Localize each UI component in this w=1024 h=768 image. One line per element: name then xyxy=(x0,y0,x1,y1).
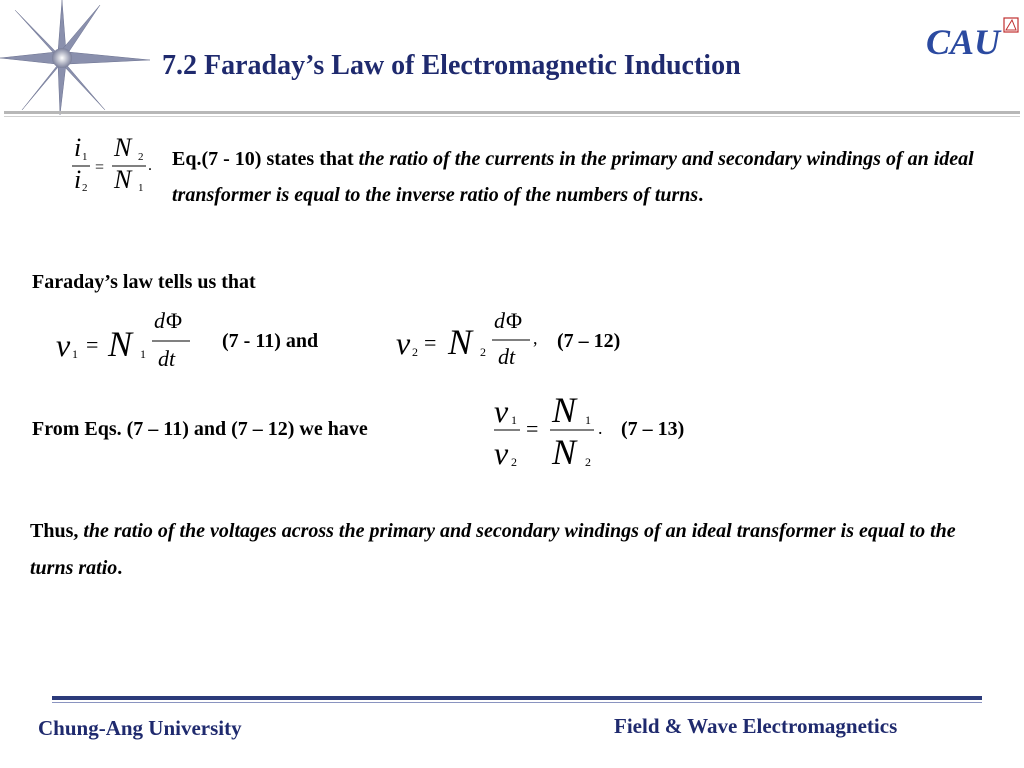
svg-text:1: 1 xyxy=(140,347,146,361)
slide-title: 7.2 Faraday’s Law of Electromagnetic Induction xyxy=(162,50,741,81)
equation-7-13 xyxy=(490,390,615,472)
svg-text:Φ: Φ xyxy=(166,308,183,333)
star-decoration-icon xyxy=(0,0,150,115)
svg-text:2: 2 xyxy=(480,345,486,359)
eq-7-13-label: (7 – 13) xyxy=(621,418,685,440)
svg-text:N: N xyxy=(114,133,132,162)
footer-course: Field & Wave Electromagnetics xyxy=(614,714,898,738)
svg-text:2: 2 xyxy=(82,182,88,194)
svg-text:N: N xyxy=(108,324,133,364)
svg-text:2: 2 xyxy=(511,455,517,469)
svg-text:v: v xyxy=(396,325,411,361)
svg-text:N: N xyxy=(448,322,473,362)
svg-text:1: 1 xyxy=(585,413,591,427)
svg-text:N: N xyxy=(552,390,577,430)
svg-text:.: . xyxy=(148,157,152,174)
svg-text:d: d xyxy=(494,308,505,333)
svg-text:2: 2 xyxy=(412,345,418,359)
svg-text:CAU: CAU xyxy=(926,22,1001,62)
eq-7-10-statement: Eq.(7 - 10) states that the ratio of the currents in the primary and secondary windings of an ideal transformer is equal to the inverse ratio of the numbers of turns. xyxy=(172,148,974,206)
cau-logo-icon xyxy=(922,14,1022,64)
svg-text:=: = xyxy=(86,332,99,357)
svg-text:=: = xyxy=(424,330,437,355)
svg-text:N: N xyxy=(114,165,132,194)
svg-text:=: = xyxy=(95,159,105,176)
equation-7-10 xyxy=(62,128,162,198)
svg-text:=: = xyxy=(526,416,539,441)
svg-text:,: , xyxy=(533,328,538,348)
svg-text:N: N xyxy=(552,432,577,472)
equation-7-12 xyxy=(394,306,544,378)
svg-text:v: v xyxy=(494,393,509,429)
svg-text:i: i xyxy=(74,165,82,194)
svg-text:dt: dt xyxy=(498,344,516,369)
conclusion-text: Thus, the ratio of the voltages across the primary and secondary windings of an ideal transformer is equal to the turns ratio. xyxy=(30,520,956,579)
svg-text:v: v xyxy=(56,327,71,363)
svg-text:1: 1 xyxy=(138,182,144,194)
header-divider-thin xyxy=(4,116,1020,117)
from-eqs-text: From Eqs. (7 – 11) and (7 – 12) we have xyxy=(32,418,368,440)
svg-text:dt: dt xyxy=(158,346,176,371)
footer-university: Chung-Ang University xyxy=(38,716,242,740)
footer-divider-thin xyxy=(52,702,982,703)
svg-text:2: 2 xyxy=(138,151,144,163)
header-divider xyxy=(4,111,1020,114)
svg-text:2: 2 xyxy=(585,455,591,469)
svg-text:1: 1 xyxy=(82,151,88,163)
svg-text:Φ: Φ xyxy=(506,308,523,333)
svg-text:d: d xyxy=(154,308,165,333)
svg-text:1: 1 xyxy=(511,413,517,427)
eq-7-12-label: (7 – 12) xyxy=(557,330,621,352)
svg-text:.: . xyxy=(598,418,603,438)
eq-7-11-label: (7 - 11) and xyxy=(222,330,319,352)
faraday-intro-text: Faraday’s law tells us that xyxy=(32,271,256,293)
svg-text:v: v xyxy=(494,435,509,471)
svg-text:1: 1 xyxy=(72,347,78,361)
equation-7-11 xyxy=(54,306,204,378)
footer-divider xyxy=(52,696,982,700)
svg-text:i: i xyxy=(74,133,82,162)
